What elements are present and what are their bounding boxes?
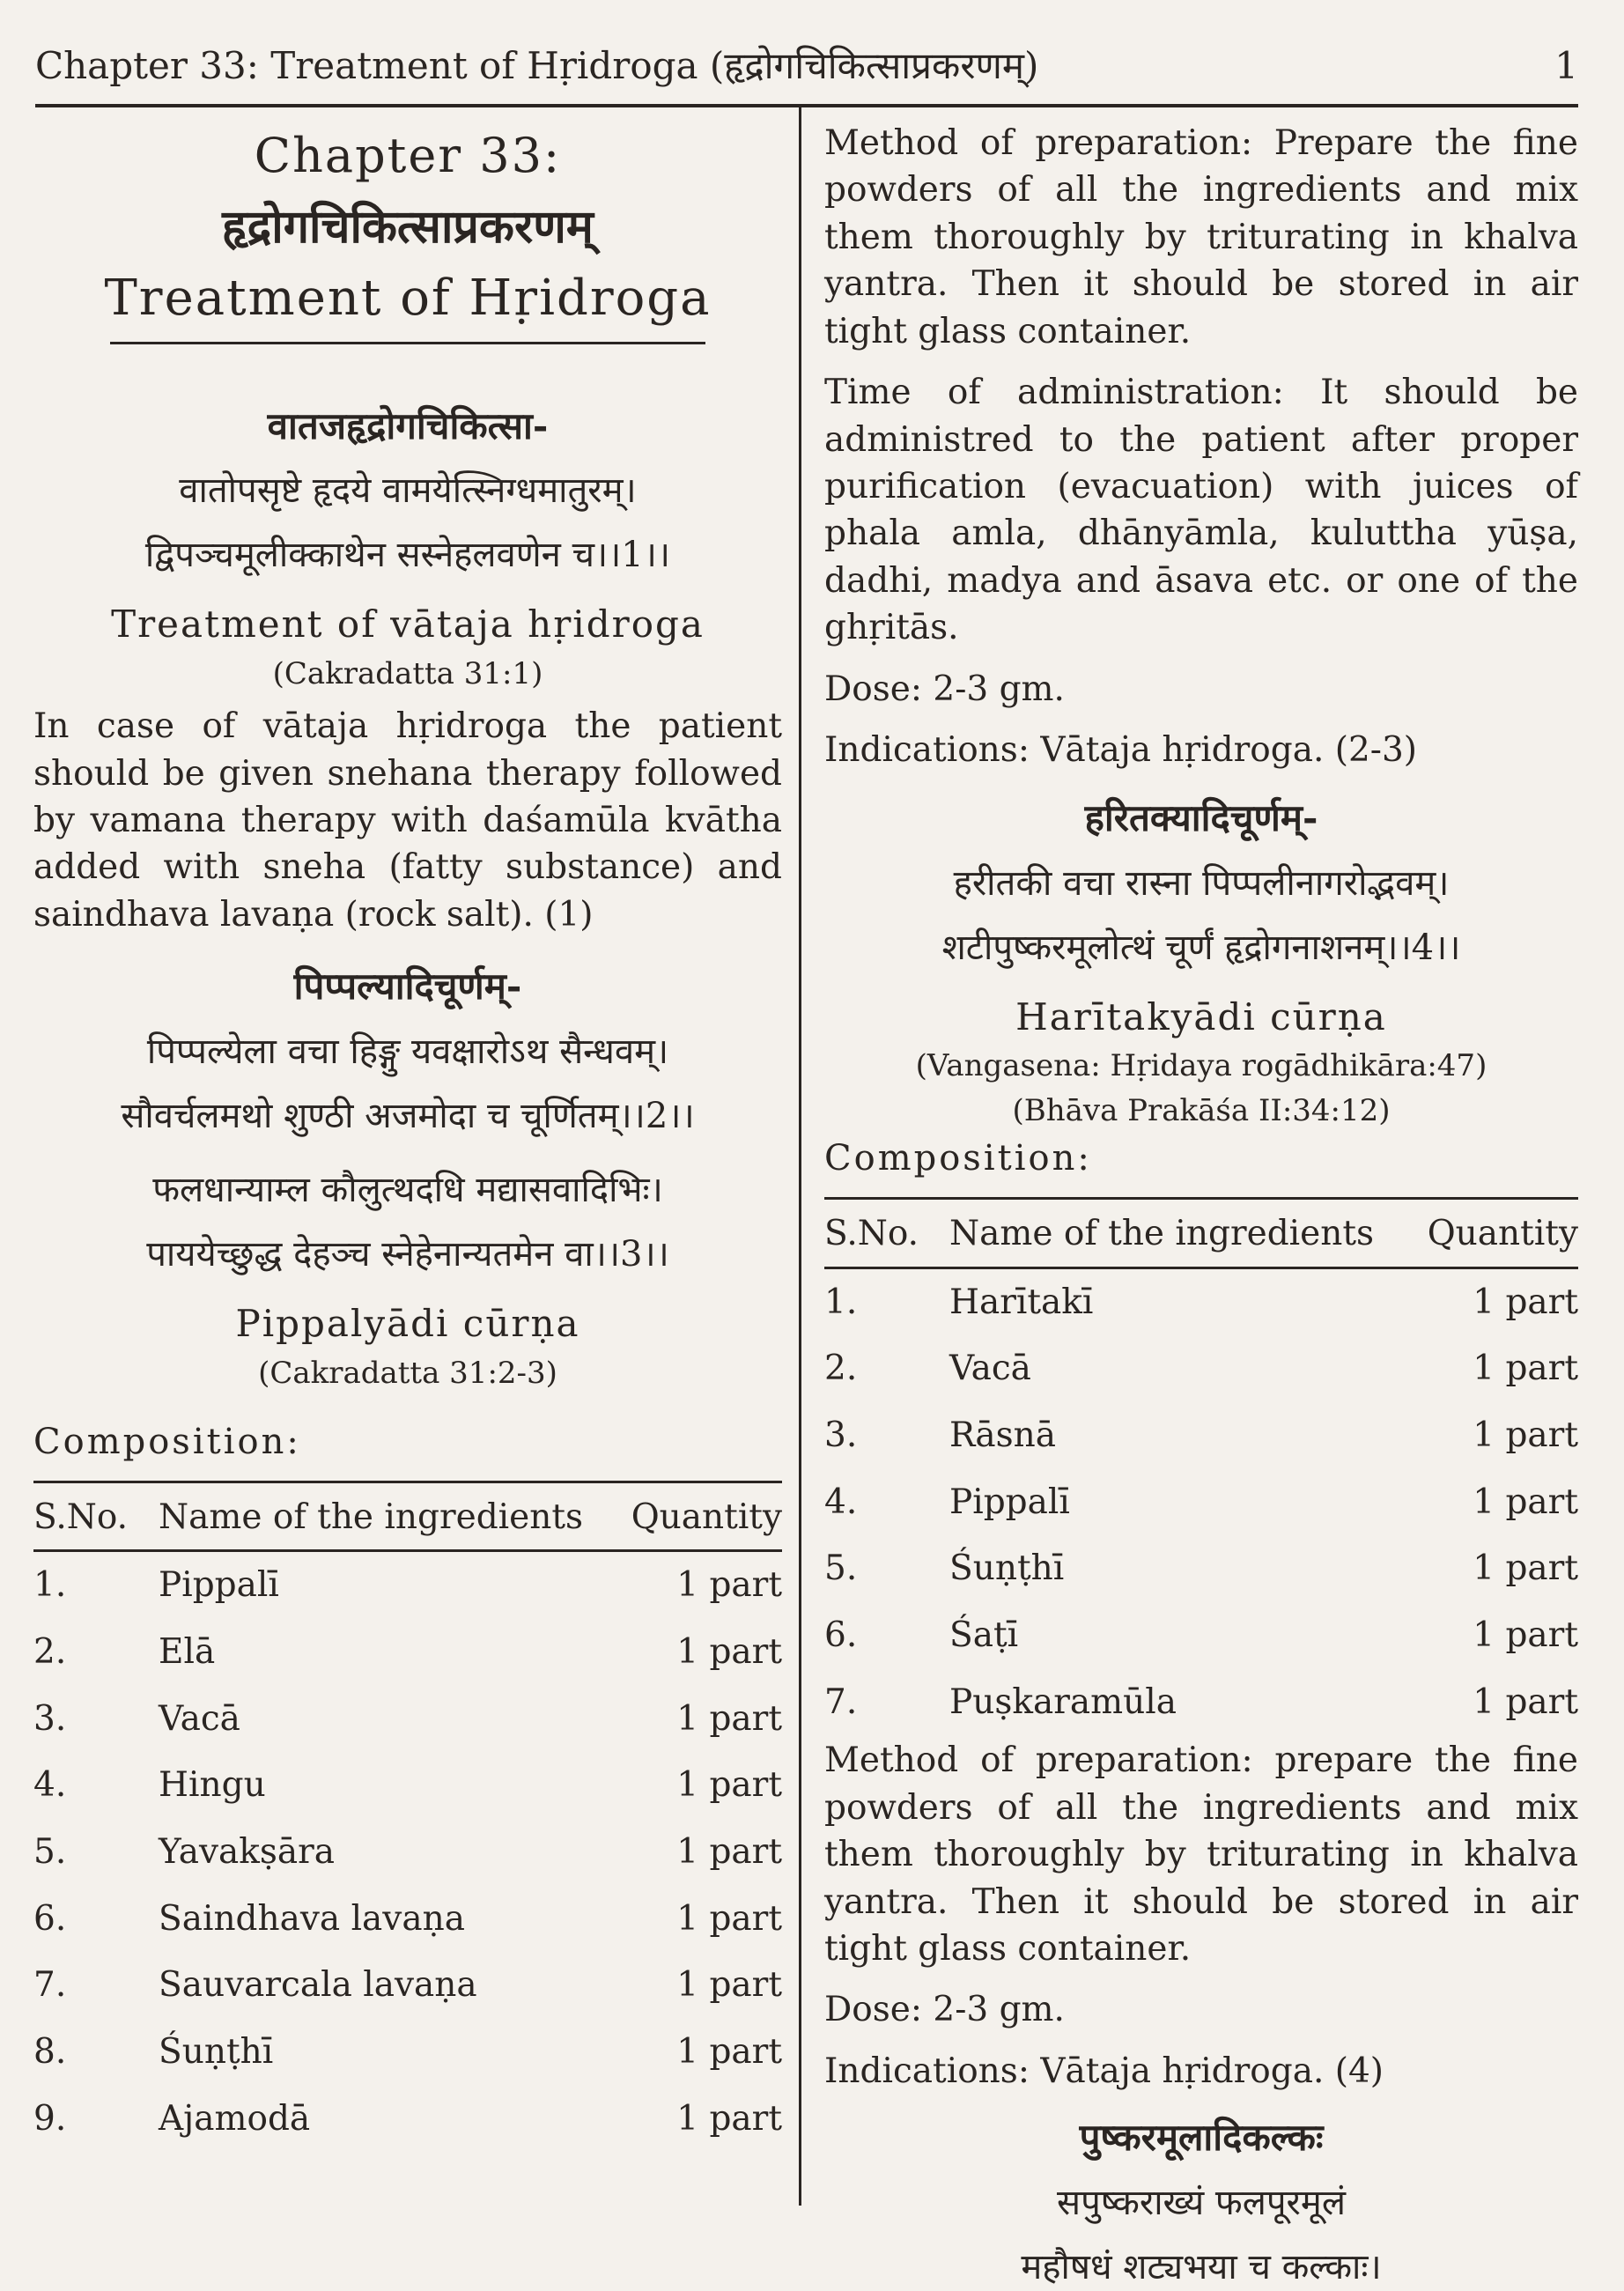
cell-ingredient-name: Harītakī — [949, 1282, 1094, 1322]
table-row — [33, 1619, 782, 1686]
cell-ingredient-name: Śaṭī — [949, 1615, 1019, 1655]
cell-sno: 6. — [824, 1615, 858, 1655]
title-underline — [110, 342, 705, 344]
indications-line — [824, 2048, 1578, 2095]
table-body — [824, 1267, 1578, 1735]
sanskrit-verse-line: शटीपुष्करमूलोत्थं चूर्णं हृद्रोगनाशनम्।।4।। — [941, 927, 1461, 968]
cell-ingredient-name: Sauvarcala lavaṇa — [159, 1965, 477, 2006]
sanskrit-verse-line: वातोपसृष्टे हृदये वामयेत्स्निग्धमातुरम्। — [179, 470, 637, 512]
table-row — [33, 1752, 782, 1819]
cell-quantity: 1 part — [676, 1898, 782, 1939]
section-english-heading: Harītakyādi cūrṇa — [1015, 994, 1387, 1038]
column-header-sno: S.No. — [824, 1199, 949, 1267]
cell-ingredient-name: Hingu — [159, 1765, 266, 1806]
composition-label: Composition: — [824, 1138, 1092, 1179]
sanskrit-verse-line: द्विपञ्चमूलीक्काथेन सस्नेहलवणेन च।।1।। — [144, 535, 671, 576]
cell-sno: 5. — [33, 1832, 67, 1873]
method-paragraph — [824, 1737, 1578, 1972]
cell-ingredient-name: Elā — [159, 1632, 216, 1672]
cell-ingredient-name: Vacā — [159, 1698, 240, 1739]
cell-quantity: 1 part — [676, 1565, 782, 1606]
field-text: prepare the fine powders of all the ingredients and mix them thoroughly by triturating in khalva yantra. Then it should be stored in air tight glass container. — [824, 1740, 1578, 1970]
section-english-heading: Treatment of vātaja hṛidroga — [111, 602, 705, 647]
chapter-number: Chapter 33: — [254, 128, 562, 183]
cell-sno: 5. — [824, 1548, 858, 1589]
cell-quantity: 1 part — [1473, 1482, 1578, 1522]
header-rule — [35, 104, 1578, 107]
section-english-heading: Pippalyādi cūrṇa — [235, 1301, 580, 1345]
section-sanskrit-heading: पिप्पल्यादिचूर्णम्- — [293, 964, 522, 1009]
column-header-name: Name of the ingredients — [949, 1199, 1414, 1267]
source-reference: (Bhāva Prakāśa II:34:12) — [1012, 1092, 1391, 1128]
running-head — [35, 44, 1578, 87]
cell-sno: 3. — [33, 1698, 67, 1739]
method-paragraph — [824, 120, 1578, 355]
left-column — [33, 123, 782, 2153]
field-label: Dose: — [824, 1990, 922, 2030]
field-label: Indications: — [824, 2051, 1030, 2091]
table-header-row — [824, 1199, 1578, 1267]
table-row — [824, 1669, 1578, 1736]
cell-ingredient-name: Saindhava lavaṇa — [159, 1898, 465, 1939]
cell-quantity: 1 part — [1473, 1681, 1578, 1722]
table-body — [33, 1551, 782, 2153]
chapter-heading — [33, 123, 782, 344]
cell-sno: 7. — [824, 1681, 858, 1722]
cell-sno: 2. — [33, 1632, 67, 1672]
table-row — [824, 1335, 1578, 1402]
field-text: Prepare the fine powders of all the ingredients and mix them thoroughly by triturating in khalva yantra. Then it should be stored in air tight glass container. — [824, 123, 1578, 351]
table-row — [824, 1602, 1578, 1669]
field-text: 2-3 gm. — [933, 669, 1065, 709]
cell-quantity: 1 part — [1473, 1282, 1578, 1322]
cell-ingredient-name: Vacā — [949, 1349, 1031, 1389]
cell-quantity: 1 part — [1473, 1349, 1578, 1389]
field-label: Dose: — [824, 669, 922, 709]
cell-ingredient-name: Śuṇṭhī — [159, 2032, 274, 2073]
column-header-quantity: Quantity — [1414, 1199, 1578, 1267]
table-row — [33, 1551, 782, 1619]
table-row — [33, 1686, 782, 1753]
section-sanskrit-heading: पुष्करमूलादिकल्कः — [1079, 2116, 1324, 2160]
running-title: Chapter 33: Treatment of Hṛidroga (हृद्रोगचिकित्साप्रकरणम्) — [35, 44, 1039, 87]
sanskrit-verse-line: फलधान्याम्ल कौलुत्थदधि मद्यासवादिभिः। — [152, 1170, 663, 1211]
time-of-administration-paragraph — [824, 369, 1578, 652]
source-reference: (Vangasena: Hṛidaya rogādhikāra:47) — [915, 1048, 1487, 1084]
cell-quantity: 1 part — [676, 2098, 782, 2139]
dose-line — [824, 1986, 1578, 2033]
table-row — [824, 1402, 1578, 1469]
sanskrit-verse-line: पिप्पल्येला वचा हिङ्गु यवक्षारोऽथ सैन्धवम्। — [146, 1031, 669, 1072]
table-row — [33, 1819, 782, 1886]
cell-quantity: 1 part — [676, 2032, 782, 2073]
field-text: It should be administred to the patient after proper purification (evacuation) with juices of phala amla, dhānyāmla, kuluttha yūṣa, dadhi, madya and āsava etc. or one of the ghṛitās. — [824, 373, 1579, 648]
cell-sno: 3. — [824, 1415, 858, 1455]
ingredients-table — [33, 1481, 782, 2153]
sanskrit-verse-line: सपुष्कराख्यं फलपूरमूलं — [1057, 2182, 1346, 2223]
sanskrit-verse-line: महौषधं शट्यभया च कल्काः। — [1021, 2246, 1382, 2287]
cell-ingredient-name: Rāsnā — [949, 1415, 1056, 1455]
field-text: 2-3 gm. — [933, 1990, 1065, 2030]
section-sanskrit-heading: वातजहृद्रोगचिकित्सा- — [267, 403, 549, 447]
column-divider — [799, 107, 801, 2206]
page-number: 1 — [1554, 44, 1578, 87]
table-row — [33, 1952, 782, 2019]
cell-sno: 6. — [33, 1898, 67, 1939]
sanskrit-verse-line: हरीतकी वचा रास्ना पिप्पलीनागरोद्भवम्। — [953, 863, 1450, 905]
source-reference: (Cakradatta 31:2-3) — [258, 1355, 557, 1391]
table-row — [824, 1535, 1578, 1602]
right-column — [824, 123, 1578, 2291]
cell-ingredient-name: Śuṇṭhī — [949, 1548, 1065, 1589]
cell-ingredient-name: Puṣkaramūla — [949, 1681, 1177, 1722]
cell-sno: 9. — [33, 2098, 67, 2139]
column-header-quantity: Quantity — [618, 1482, 782, 1550]
cell-ingredient-name: Pippalī — [949, 1482, 1070, 1522]
cell-ingredient-name: Ajamodā — [159, 2098, 311, 2139]
section-body-text: In case of vātaja hṛidroga the patient should be given snehana therapy followed by vamana therapy with daśamūla kvātha added with sneha (fatty substance) and saindhava lavaṇa (rock salt). (1) — [33, 706, 782, 935]
column-header-name: Name of the ingredients — [159, 1482, 618, 1550]
field-label: Method of preparation: — [824, 123, 1253, 163]
cell-quantity: 1 part — [676, 1632, 782, 1672]
chapter-sanskrit-title: हृद्रोगचिकित्साप्रकरणम् — [222, 199, 594, 254]
sanskrit-verse-line: सौवर्चलमथो शुण्ठी अजमोदा च चूर्णितम्।।2।। — [121, 1095, 695, 1136]
field-text: Vātaja hṛidroga. (4) — [1040, 2051, 1384, 2091]
cell-sno: 1. — [824, 1282, 858, 1322]
cell-sno: 8. — [33, 2032, 67, 2073]
field-label: Indications: — [824, 730, 1030, 771]
cell-quantity: 1 part — [1473, 1615, 1578, 1655]
table-row — [824, 1267, 1578, 1335]
field-label: Time of administration: — [824, 373, 1284, 413]
table-row — [33, 2019, 782, 2086]
cell-ingredient-name: Yavakṣāra — [159, 1832, 336, 1873]
chapter-english-title: Treatment of Hṛidroga — [104, 270, 712, 328]
ingredients-table — [824, 1197, 1578, 1735]
section-sanskrit-heading: हरितक्यादिचूर्णम्- — [1084, 796, 1318, 840]
cell-ingredient-name: Pippalī — [159, 1565, 279, 1606]
field-label: Method of preparation: — [824, 1740, 1253, 1781]
table-row — [33, 2086, 782, 2153]
field-text: Vātaja hṛidroga. (2-3) — [1040, 730, 1418, 771]
cell-quantity: 1 part — [1473, 1548, 1578, 1589]
cell-sno: 4. — [33, 1765, 67, 1806]
cell-sno: 2. — [824, 1349, 858, 1389]
cell-quantity: 1 part — [676, 1765, 782, 1806]
table-row — [33, 1886, 782, 1953]
source-reference: (Cakradatta 31:1) — [272, 655, 543, 691]
cell-quantity: 1 part — [1473, 1415, 1578, 1455]
cell-quantity: 1 part — [676, 1698, 782, 1739]
cell-quantity: 1 part — [676, 1832, 782, 1873]
cell-quantity: 1 part — [676, 1965, 782, 2006]
cell-sno: 4. — [824, 1482, 858, 1522]
dose-line — [824, 666, 1578, 713]
sanskrit-verse-line: पाययेच्छुद्ध देहञ्च स्नेहेनान्यतमेन वा।।3।। — [146, 1234, 669, 1275]
table-header-row — [33, 1482, 782, 1550]
cell-sno: 1. — [33, 1565, 67, 1606]
indications-line — [824, 727, 1578, 773]
column-header-sno: S.No. — [33, 1482, 159, 1550]
composition-label: Composition: — [33, 1422, 301, 1463]
table-row — [824, 1469, 1578, 1536]
cell-sno: 7. — [33, 1965, 67, 2006]
